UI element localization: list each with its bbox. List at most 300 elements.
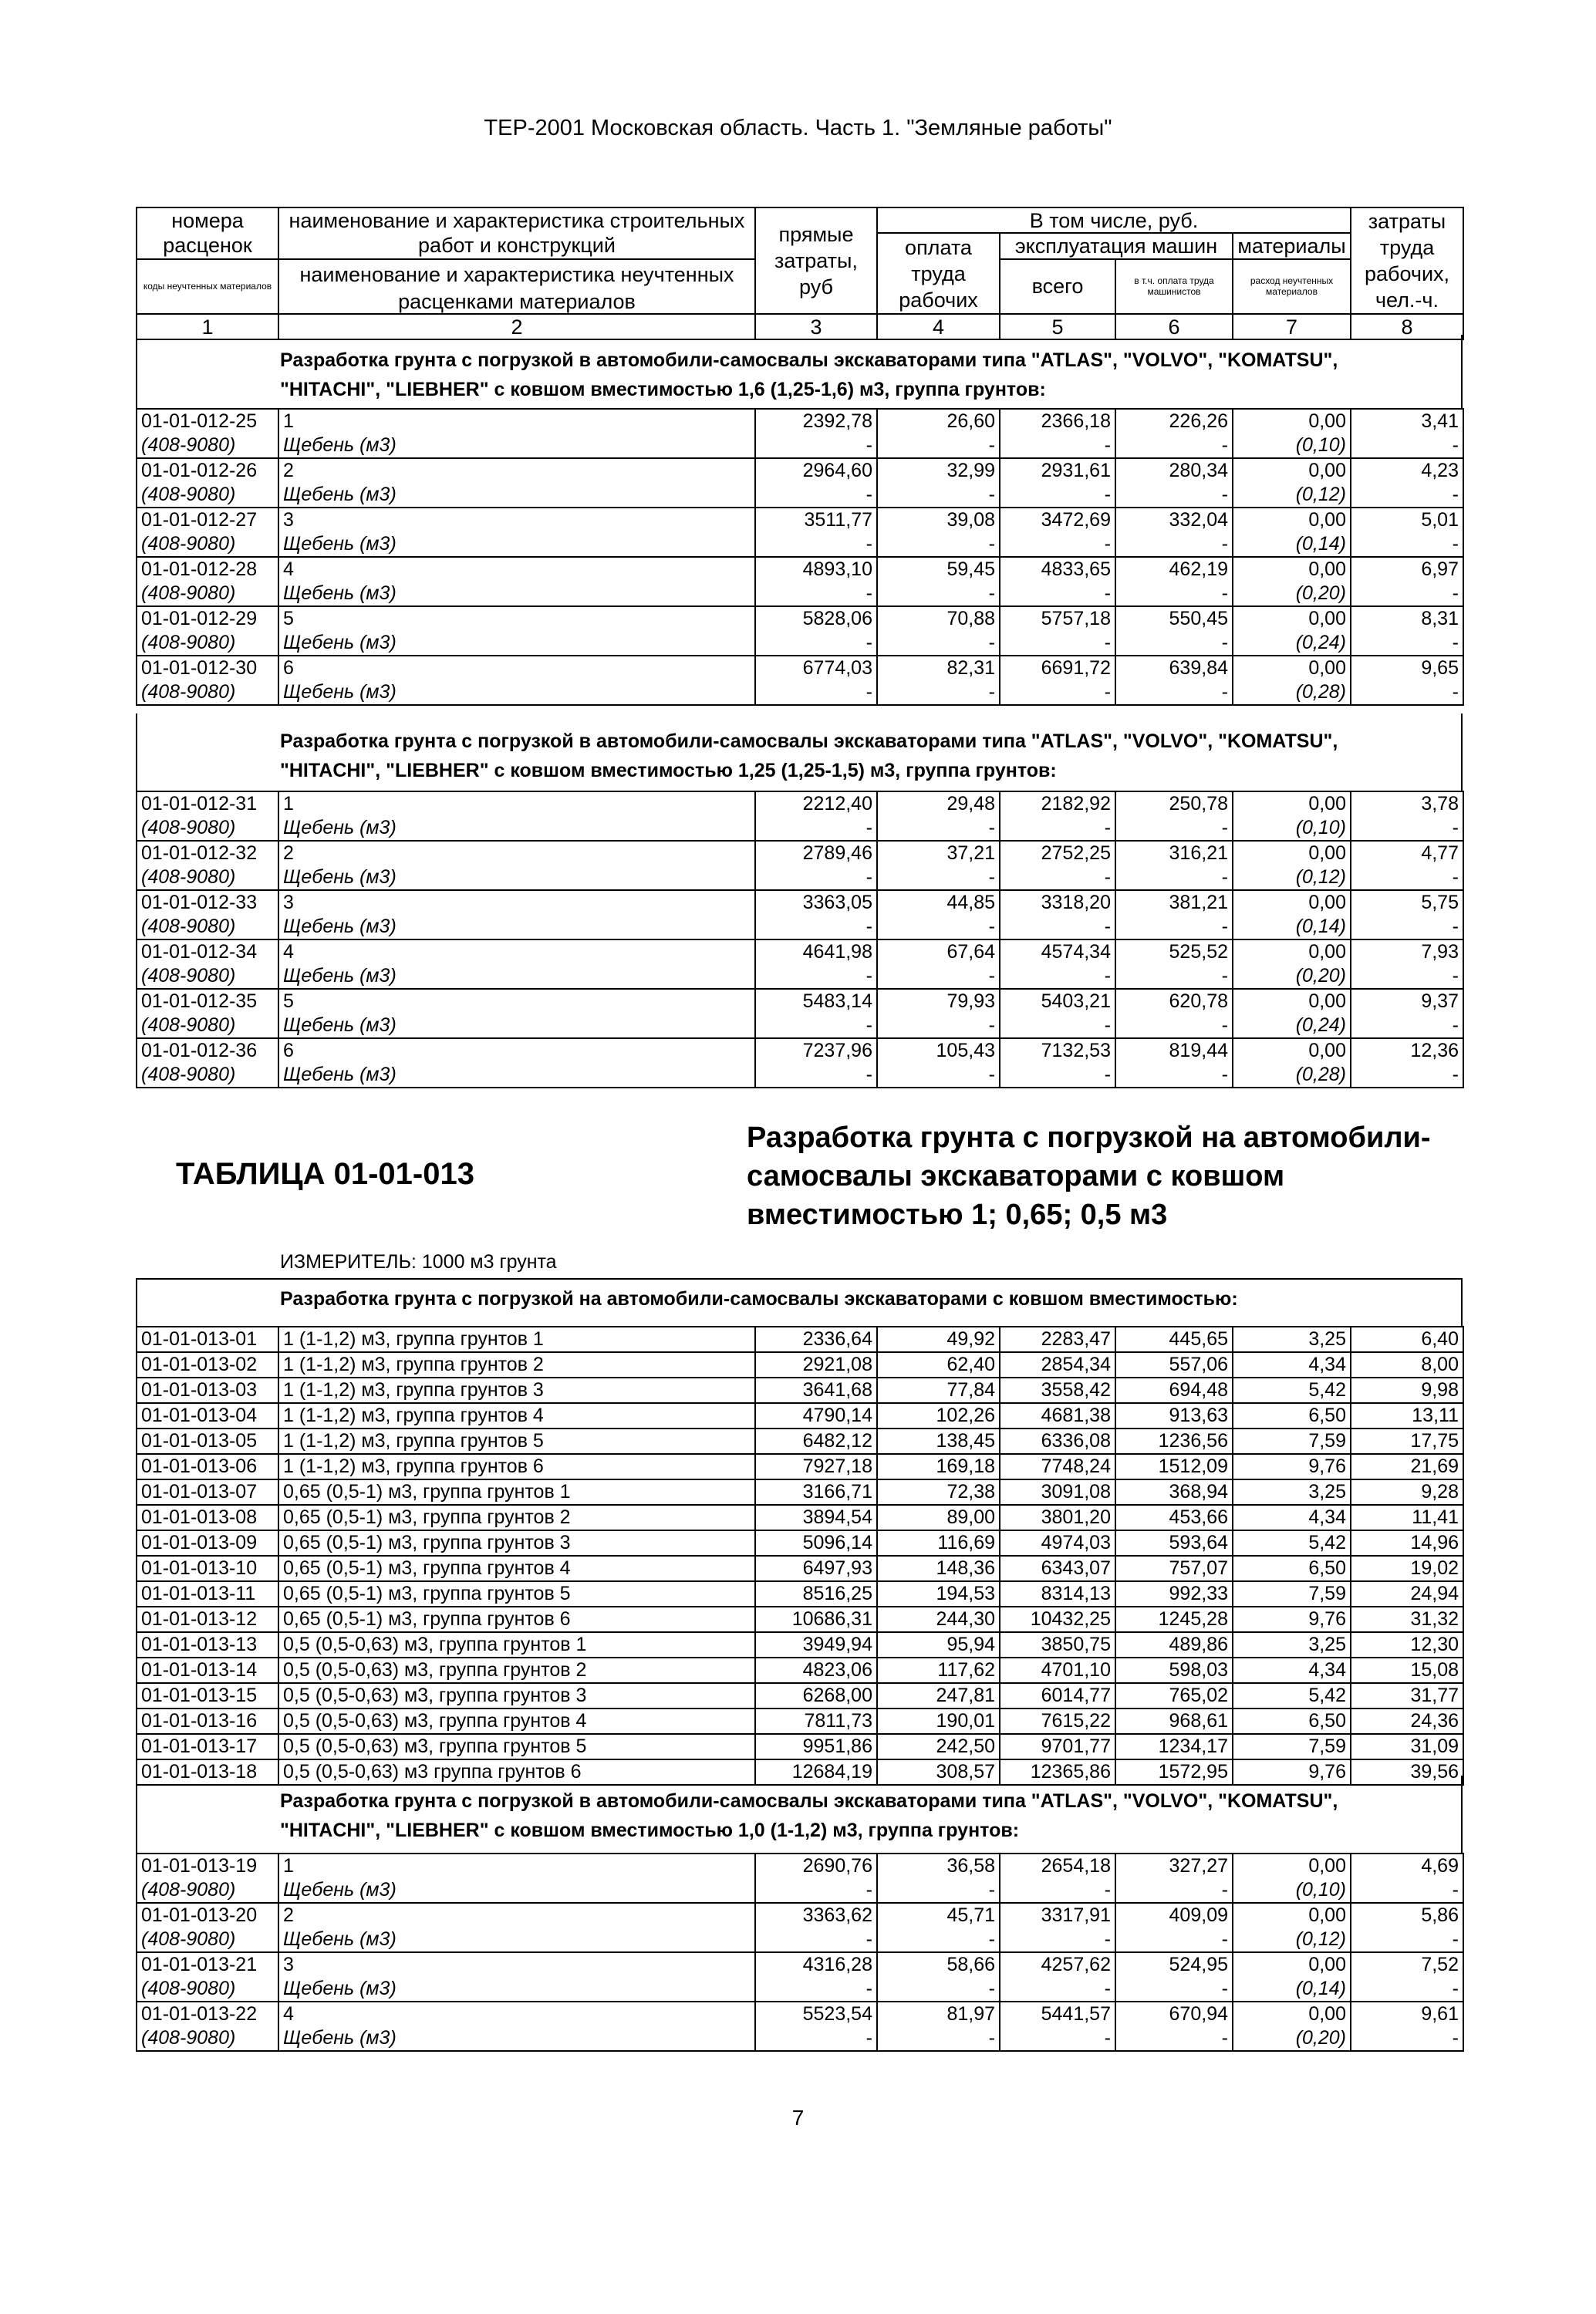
- material-name: Щебень (м3): [278, 631, 755, 656]
- header-operator-wages: в т.ч. оплата труда машинистов: [1115, 259, 1233, 315]
- material-code: (408-9080): [137, 1977, 278, 2002]
- table-row: [137, 989, 1463, 1014]
- direct-costs: -: [755, 433, 877, 458]
- material-consumption: (0,12): [1233, 865, 1351, 890]
- operator-wages: -: [1115, 582, 1233, 606]
- material-consumption: (0,14): [1233, 532, 1351, 557]
- rate-code: 01-01-013-12: [137, 1607, 278, 1632]
- work-name: 0,5 (0,5-0,63) м3 группа грунтов 6: [278, 1759, 755, 1785]
- rate-code: 01-01-013-08: [137, 1505, 278, 1530]
- wages: 44,85: [877, 890, 1000, 915]
- work-name: 5: [278, 989, 755, 1014]
- labor-costs: 4,77: [1351, 841, 1463, 865]
- table-row: [137, 656, 1463, 680]
- work-name: 3: [278, 890, 755, 915]
- table-row: [137, 1759, 1463, 1785]
- operator-wages: -: [1115, 532, 1233, 557]
- work-name: 0,65 (0,5-1) м3, группа грунтов 4: [278, 1556, 755, 1581]
- wages: 242,50: [877, 1734, 1000, 1759]
- direct-costs: -: [755, 1014, 877, 1038]
- table-label: ТАБЛИЦА 01-01-013: [176, 1157, 474, 1191]
- materials: 7,59: [1233, 1581, 1351, 1607]
- materials: 4,34: [1233, 1352, 1351, 1378]
- materials: 3,25: [1233, 1479, 1351, 1505]
- table-row: [137, 1607, 1463, 1632]
- work-name: 0,5 (0,5-0,63) м3, группа грунтов 2: [278, 1658, 755, 1683]
- operator-wages: 316,21: [1115, 841, 1233, 865]
- operator-wages: -: [1115, 1878, 1233, 1903]
- operator-wages: -: [1115, 816, 1233, 841]
- wages: 70,88: [877, 606, 1000, 631]
- rate-code: 01-01-012-28: [137, 557, 278, 582]
- wages: 59,45: [877, 557, 1000, 582]
- labor-costs: 24,94: [1351, 1581, 1463, 1607]
- rate-code: 01-01-012-35: [137, 989, 278, 1014]
- material-name: Щебень (м3): [278, 2026, 755, 2051]
- machines-total: -: [1000, 915, 1115, 939]
- header-direct-costs: прямые затраты, руб: [755, 207, 877, 314]
- material-name: Щебень (м3): [278, 915, 755, 939]
- direct-costs: 4316,28: [755, 1952, 877, 1977]
- section-1-table: [136, 408, 1464, 706]
- rate-code: 01-01-013-05: [137, 1429, 278, 1454]
- section-1-title: Разработка грунта с погрузкой в автомобили-самосвалы экскаваторами типа "ATLAS", "VOLVO", "KOMATSU", "HITACHI", "LIEBHER" с ковшом вместимостью 1,6 (1,25-1,6) м3, группа грунтов:: [280, 349, 1338, 400]
- rate-code: 01-01-013-11: [137, 1581, 278, 1607]
- direct-costs: 7237,96: [755, 1038, 877, 1063]
- labor-costs: 9,65: [1351, 656, 1463, 680]
- machines-total: -: [1000, 1928, 1115, 1952]
- work-name: 1 (1-1,2) м3, группа грунтов 3: [278, 1378, 755, 1403]
- col-num-7: 7: [1233, 314, 1351, 339]
- direct-costs: -: [755, 816, 877, 841]
- machines-total: 6336,08: [1000, 1429, 1115, 1454]
- rate-code: 01-01-012-31: [137, 791, 278, 816]
- rate-code: 01-01-012-27: [137, 508, 278, 532]
- direct-costs: 2690,76: [755, 1854, 877, 1878]
- material-consumption: (0,10): [1233, 433, 1351, 458]
- material-name: Щебень (м3): [278, 680, 755, 705]
- wages: 29,48: [877, 791, 1000, 816]
- table-row: [137, 939, 1463, 964]
- labor-costs: 12,36: [1351, 1038, 1463, 1063]
- table-row: [137, 890, 1463, 915]
- operator-wages: -: [1115, 1014, 1233, 1038]
- rate-code: 01-01-013-21: [137, 1952, 278, 1977]
- wages: 79,93: [877, 989, 1000, 1014]
- machines-total: 4974,03: [1000, 1530, 1115, 1556]
- operator-wages: 453,66: [1115, 1505, 1233, 1530]
- material-code: (408-9080): [137, 915, 278, 939]
- table-row: [137, 1658, 1463, 1683]
- material-code: (408-9080): [137, 964, 278, 989]
- material-consumption: (0,24): [1233, 1014, 1351, 1038]
- work-name: 1 (1-1,2) м3, группа грунтов 1: [278, 1327, 755, 1352]
- labor-costs: 8,31: [1351, 606, 1463, 631]
- wages: -: [877, 1977, 1000, 2002]
- operator-wages: 368,94: [1115, 1479, 1233, 1505]
- work-name: 0,65 (0,5-1) м3, группа грунтов 1: [278, 1479, 755, 1505]
- operator-wages: -: [1115, 631, 1233, 656]
- material-row: [137, 1014, 1463, 1038]
- section-2-table: [136, 791, 1464, 1088]
- table-row: [137, 1505, 1463, 1530]
- col-num-8: 8: [1351, 314, 1463, 339]
- rate-code: 01-01-013-06: [137, 1454, 278, 1479]
- work-name: 2: [278, 1903, 755, 1928]
- machines-total: 12365,86: [1000, 1759, 1115, 1785]
- work-name: 3: [278, 508, 755, 532]
- work-name: 1: [278, 791, 755, 816]
- rate-code: 01-01-013-17: [137, 1734, 278, 1759]
- direct-costs: -: [755, 865, 877, 890]
- material-row: [137, 1977, 1463, 2002]
- materials: 6,50: [1233, 1709, 1351, 1734]
- machines-total: -: [1000, 2026, 1115, 2051]
- operator-wages: 639,84: [1115, 656, 1233, 680]
- wages: -: [877, 964, 1000, 989]
- wages: 72,38: [877, 1479, 1000, 1505]
- labor-costs: -: [1351, 1977, 1463, 2002]
- labor-costs: 8,00: [1351, 1352, 1463, 1378]
- table-row: [137, 1854, 1463, 1878]
- machines-total: 3318,20: [1000, 890, 1115, 915]
- work-name: 0,65 (0,5-1) м3, группа грунтов 5: [278, 1581, 755, 1607]
- machines-total: -: [1000, 532, 1115, 557]
- labor-costs: 39,56: [1351, 1759, 1463, 1785]
- rate-code: 01-01-012-33: [137, 890, 278, 915]
- direct-costs: 3949,94: [755, 1632, 877, 1658]
- materials: 3,25: [1233, 1632, 1351, 1658]
- labor-costs: 9,37: [1351, 989, 1463, 1014]
- operator-wages: 598,03: [1115, 1658, 1233, 1683]
- wages: 117,62: [877, 1658, 1000, 1683]
- wages: -: [877, 816, 1000, 841]
- machines-total: 7132,53: [1000, 1038, 1115, 1063]
- operator-wages: -: [1115, 964, 1233, 989]
- wages: 45,71: [877, 1903, 1000, 1928]
- direct-costs: 3166,71: [755, 1479, 877, 1505]
- direct-costs: 3363,62: [755, 1903, 877, 1928]
- machines-total: 2283,47: [1000, 1327, 1115, 1352]
- material-consumption: (0,10): [1233, 816, 1351, 841]
- operator-wages: 489,86: [1115, 1632, 1233, 1658]
- material-code: (408-9080): [137, 1063, 278, 1088]
- material-row: [137, 631, 1463, 656]
- material-consumption: (0,24): [1233, 631, 1351, 656]
- work-name: 1 (1-1,2) м3, группа грунтов 2: [278, 1352, 755, 1378]
- header-wages: оплата труда рабочих: [877, 233, 1000, 314]
- machines-total: 4833,65: [1000, 557, 1115, 582]
- section-2-title: Разработка грунта с погрузкой в автомобили-самосвалы экскаваторами типа "ATLAS", "VOLVO", "KOMATSU", "HITACHI", "LIEBHER" с ковшом вместимостью 1,25 (1,25-1,5) м3, группа грунтов:: [280, 730, 1338, 781]
- labor-costs: -: [1351, 532, 1463, 557]
- operator-wages: 992,33: [1115, 1581, 1233, 1607]
- direct-costs: 3363,05: [755, 890, 877, 915]
- rate-code: 01-01-013-22: [137, 2002, 278, 2026]
- machines-total: 7615,22: [1000, 1709, 1115, 1734]
- materials: 3,25: [1233, 1327, 1351, 1352]
- rate-code: 01-01-012-29: [137, 606, 278, 631]
- material-consumption: (0,20): [1233, 2026, 1351, 2051]
- table-row: [137, 2002, 1463, 2026]
- material-name: Щебень (м3): [278, 865, 755, 890]
- labor-costs: 9,28: [1351, 1479, 1463, 1505]
- material-code: (408-9080): [137, 865, 278, 890]
- materials: 9,76: [1233, 1607, 1351, 1632]
- labor-costs: 17,75: [1351, 1429, 1463, 1454]
- material-code: (408-9080): [137, 680, 278, 705]
- operator-wages: 1572,95: [1115, 1759, 1233, 1785]
- machines-total: -: [1000, 631, 1115, 656]
- table-row: [137, 791, 1463, 816]
- material-consumption: (0,14): [1233, 1977, 1351, 2002]
- wages: 37,21: [877, 841, 1000, 865]
- material-code: (408-9080): [137, 631, 278, 656]
- wages: 58,66: [877, 1952, 1000, 1977]
- machines-total: -: [1000, 483, 1115, 508]
- labor-costs: 15,08: [1351, 1658, 1463, 1683]
- page-header: ТЕР-2001 Московская область. Часть 1. "Земляные работы": [484, 116, 1112, 140]
- header-materials: материалы: [1233, 233, 1351, 259]
- material-row: [137, 2026, 1463, 2051]
- direct-costs: 4823,06: [755, 1658, 877, 1683]
- wages: 49,92: [877, 1327, 1000, 1352]
- direct-costs: 6497,93: [755, 1556, 877, 1581]
- operator-wages: -: [1115, 483, 1233, 508]
- material-name: Щебень (м3): [278, 1977, 755, 2002]
- table-row: [137, 1903, 1463, 1928]
- measure-unit: ИЗМЕРИТЕЛЬ: 1000 м3 грунта: [280, 1251, 557, 1273]
- wages: 95,94: [877, 1632, 1000, 1658]
- rate-code: 01-01-012-30: [137, 656, 278, 680]
- table-row: [137, 1479, 1463, 1505]
- machines-total: 2854,34: [1000, 1352, 1115, 1378]
- machines-total: 4257,62: [1000, 1952, 1115, 1977]
- direct-costs: 3894,54: [755, 1505, 877, 1530]
- labor-costs: 7,52: [1351, 1952, 1463, 1977]
- materials: 0,00: [1233, 791, 1351, 816]
- wages: -: [877, 1063, 1000, 1088]
- labor-costs: -: [1351, 582, 1463, 606]
- labor-costs: 6,97: [1351, 557, 1463, 582]
- rate-code: 01-01-013-19: [137, 1854, 278, 1878]
- work-name: 0,65 (0,5-1) м3, группа грунтов 6: [278, 1607, 755, 1632]
- wages: -: [877, 865, 1000, 890]
- labor-costs: -: [1351, 631, 1463, 656]
- work-name: 6: [278, 656, 755, 680]
- direct-costs: -: [755, 532, 877, 557]
- operator-wages: 381,21: [1115, 890, 1233, 915]
- labor-costs: -: [1351, 1928, 1463, 1952]
- direct-costs: -: [755, 2026, 877, 2051]
- work-name: 4: [278, 939, 755, 964]
- materials: 0,00: [1233, 890, 1351, 915]
- operator-wages: -: [1115, 433, 1233, 458]
- col-num-2: 2: [278, 314, 755, 339]
- direct-costs: -: [755, 483, 877, 508]
- direct-costs: -: [755, 1878, 877, 1903]
- wages: -: [877, 1878, 1000, 1903]
- operator-wages: -: [1115, 1928, 1233, 1952]
- table-row: [137, 1429, 1463, 1454]
- work-name: 0,5 (0,5-0,63) м3, группа грунтов 3: [278, 1683, 755, 1709]
- work-name: 2: [278, 841, 755, 865]
- header-name-2: работ и конструкций: [278, 233, 755, 259]
- materials: 0,00: [1233, 458, 1351, 483]
- machines-total: 10432,25: [1000, 1607, 1115, 1632]
- machines-total: 9701,77: [1000, 1734, 1115, 1759]
- direct-costs: 4790,14: [755, 1403, 877, 1429]
- direct-costs: 6774,03: [755, 656, 877, 680]
- table-row: [137, 458, 1463, 483]
- machines-total: 3091,08: [1000, 1479, 1115, 1505]
- materials: 0,00: [1233, 656, 1351, 680]
- direct-costs: 2336,64: [755, 1327, 877, 1352]
- header-machines-total: всего: [1000, 259, 1115, 315]
- materials: 6,50: [1233, 1556, 1351, 1581]
- labor-costs: 6,40: [1351, 1327, 1463, 1352]
- labor-costs: -: [1351, 483, 1463, 508]
- material-row: [137, 1063, 1463, 1088]
- material-name: Щебень (м3): [278, 582, 755, 606]
- direct-costs: 2212,40: [755, 791, 877, 816]
- materials: 5,42: [1233, 1378, 1351, 1403]
- col-num-6: 6: [1115, 314, 1233, 339]
- operator-wages: 694,48: [1115, 1378, 1233, 1403]
- operator-wages: -: [1115, 915, 1233, 939]
- materials: 4,34: [1233, 1658, 1351, 1683]
- direct-costs: -: [755, 1977, 877, 2002]
- table-row: [137, 1403, 1463, 1429]
- section-3-title: Разработка грунта с погрузкой на автомобили-самосвалы экскаваторами с ковшом вместимостью:: [280, 1288, 1238, 1310]
- table-row: [137, 1352, 1463, 1378]
- table-row: [137, 1709, 1463, 1734]
- table-row: [137, 557, 1463, 582]
- labor-costs: 21,69: [1351, 1454, 1463, 1479]
- direct-costs: 3511,77: [755, 508, 877, 532]
- labor-costs: 4,69: [1351, 1854, 1463, 1878]
- machines-total: -: [1000, 1878, 1115, 1903]
- direct-costs: 12684,19: [755, 1759, 877, 1785]
- rate-code: 01-01-013-01: [137, 1327, 278, 1352]
- wages: 39,08: [877, 508, 1000, 532]
- labor-costs: 31,32: [1351, 1607, 1463, 1632]
- machines-total: 4574,34: [1000, 939, 1115, 964]
- operator-wages: -: [1115, 2026, 1233, 2051]
- machines-total: -: [1000, 582, 1115, 606]
- labor-costs: 24,36: [1351, 1709, 1463, 1734]
- machines-total: 3317,91: [1000, 1903, 1115, 1928]
- rate-code: 01-01-013-07: [137, 1479, 278, 1505]
- material-row: [137, 915, 1463, 939]
- work-name: 5: [278, 606, 755, 631]
- machines-total: 3558,42: [1000, 1378, 1115, 1403]
- material-code: (408-9080): [137, 1014, 278, 1038]
- machines-total: -: [1000, 680, 1115, 705]
- work-name: 0,65 (0,5-1) м3, группа грунтов 2: [278, 1505, 755, 1530]
- wages: 247,81: [877, 1683, 1000, 1709]
- table-row: [137, 1683, 1463, 1709]
- operator-wages: 913,63: [1115, 1403, 1233, 1429]
- operator-wages: 409,09: [1115, 1903, 1233, 1928]
- col-num-1: 1: [137, 314, 278, 339]
- table-row: [137, 1378, 1463, 1403]
- labor-costs: 3,41: [1351, 409, 1463, 433]
- material-consumption: (0,28): [1233, 1063, 1351, 1088]
- direct-costs: 5096,14: [755, 1530, 877, 1556]
- operator-wages: 1512,09: [1115, 1454, 1233, 1479]
- labor-costs: 11,41: [1351, 1505, 1463, 1530]
- operator-wages: -: [1115, 680, 1233, 705]
- rate-code: 01-01-013-18: [137, 1759, 278, 1785]
- materials: 0,00: [1233, 939, 1351, 964]
- materials: 0,00: [1233, 1952, 1351, 1977]
- machines-total: -: [1000, 1063, 1115, 1088]
- wages: 32,99: [877, 458, 1000, 483]
- materials: 6,50: [1233, 1403, 1351, 1429]
- material-name: Щебень (м3): [278, 964, 755, 989]
- operator-wages: 327,27: [1115, 1854, 1233, 1878]
- material-name: Щебень (м3): [278, 433, 755, 458]
- machines-total: 7748,24: [1000, 1454, 1115, 1479]
- direct-costs: 10686,31: [755, 1607, 877, 1632]
- labor-costs: 31,09: [1351, 1734, 1463, 1759]
- wages: 102,26: [877, 1403, 1000, 1429]
- material-row: [137, 483, 1463, 508]
- header-codes: номера: [137, 207, 278, 233]
- direct-costs: 8516,25: [755, 1581, 877, 1607]
- rate-code: 01-01-012-32: [137, 841, 278, 865]
- wages: 169,18: [877, 1454, 1000, 1479]
- materials: 7,59: [1233, 1429, 1351, 1454]
- machines-total: 3850,75: [1000, 1632, 1115, 1658]
- machines-total: -: [1000, 816, 1115, 841]
- material-name: Щебень (м3): [278, 483, 755, 508]
- direct-costs: 2789,46: [755, 841, 877, 865]
- labor-costs: 5,86: [1351, 1903, 1463, 1928]
- work-name: 0,5 (0,5-0,63) м3, группа грунтов 1: [278, 1632, 755, 1658]
- rate-code: 01-01-012-34: [137, 939, 278, 964]
- work-name: 6: [278, 1038, 755, 1063]
- direct-costs: 5828,06: [755, 606, 877, 631]
- header-machines: эксплуатация машин: [1000, 233, 1233, 259]
- machines-total: -: [1000, 865, 1115, 890]
- header-labor: затраты труда рабочих, чел.-ч.: [1351, 207, 1463, 314]
- rate-code: 01-01-013-20: [137, 1903, 278, 1928]
- header-material-name: наименование и характеристика неучтенных: [278, 259, 755, 290]
- materials: 5,42: [1233, 1530, 1351, 1556]
- operator-wages: 819,44: [1115, 1038, 1233, 1063]
- direct-costs: -: [755, 1063, 877, 1088]
- direct-costs: 5483,14: [755, 989, 877, 1014]
- table-row: [137, 1581, 1463, 1607]
- machines-total: 6014,77: [1000, 1683, 1115, 1709]
- material-code: (408-9080): [137, 433, 278, 458]
- machines-total: 2752,25: [1000, 841, 1115, 865]
- work-name: 1: [278, 409, 755, 433]
- table-row: [137, 1734, 1463, 1759]
- wages: -: [877, 433, 1000, 458]
- wages: -: [877, 2026, 1000, 2051]
- work-name: 4: [278, 2002, 755, 2026]
- machines-total: 3801,20: [1000, 1505, 1115, 1530]
- material-row: [137, 1928, 1463, 1952]
- direct-costs: 9951,86: [755, 1734, 877, 1759]
- wages: 77,84: [877, 1378, 1000, 1403]
- material-row: [137, 433, 1463, 458]
- material-consumption: (0,12): [1233, 483, 1351, 508]
- wages: 148,36: [877, 1556, 1000, 1581]
- materials: 9,76: [1233, 1454, 1351, 1479]
